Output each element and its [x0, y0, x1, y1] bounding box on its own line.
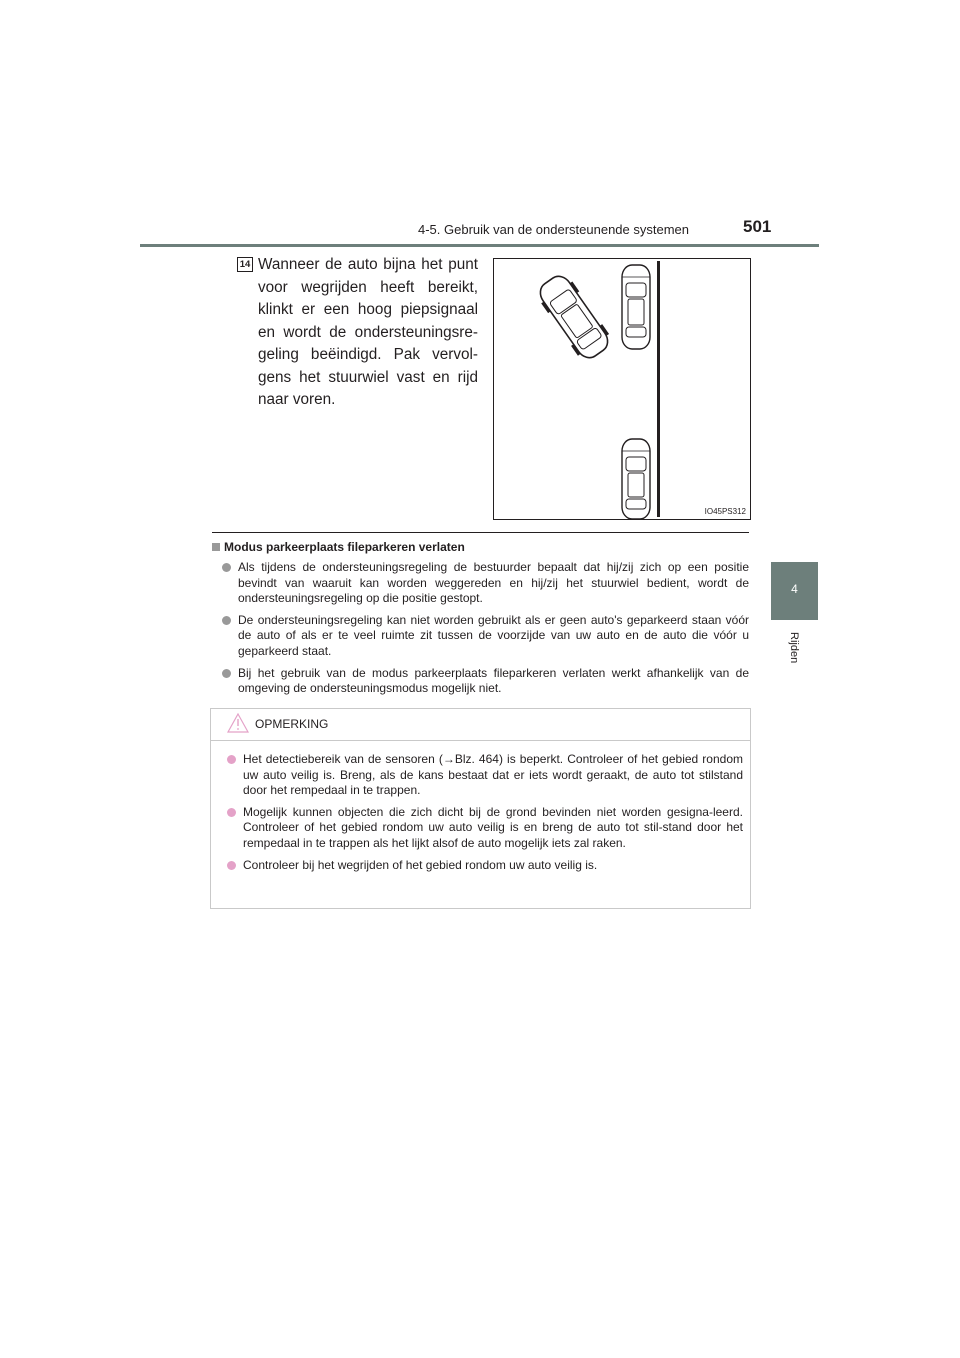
section-rule — [212, 532, 749, 533]
parking-illustration — [493, 258, 751, 520]
list-item-text: Bij het gebruik van de modus parkeerplaats fileparkeren verlaten werkt afhankelijk van de omgeving de ondersteuningsmodus mogelijk niet. — [238, 665, 749, 696]
chapter-tab — [771, 562, 818, 620]
warning-triangle-icon — [227, 713, 249, 733]
bullet-dot-icon — [222, 563, 231, 572]
step-number-box: 14 — [237, 257, 253, 272]
notice-title: OPMERKING — [255, 717, 329, 731]
list-item — [227, 752, 743, 799]
bullet-dot-icon — [222, 669, 231, 678]
list-item — [227, 805, 743, 852]
square-bullet-icon — [212, 543, 220, 551]
chapter-number: 4 — [791, 582, 798, 596]
list-item-text: Mogelijk kunnen objecten die zich dicht bij de grond bevinden niet worden gesigna-leerd. Controleer of het gebied rondom uw auto veilig is en breng de auto tot stil-stand door het rempedaal in te trappen als het lijkt alsof de auto mogelijk iets zal raken. — [243, 804, 743, 850]
figure-code: IO45PS312 — [704, 507, 746, 516]
parked-car-rear — [622, 439, 650, 519]
bullet-dot-icon — [227, 861, 236, 870]
list-item — [222, 613, 749, 660]
list-item — [222, 560, 749, 607]
list-item-text: Het detectiebereik van de sensoren (→Blz. 464) is beperkt. Controleer of het gebied rondom uw auto veilig is. Breng, als de kans bestaat dat er iets wordt geraakt, de auto tot stilstand door het rempedaal in te trappen. — [243, 752, 743, 798]
notice-bullets — [227, 752, 743, 879]
chapter-label: Rijden — [788, 632, 800, 664]
section-title-text: Modus parkeerplaats fileparkeren verlaten — [224, 540, 465, 554]
own-car — [533, 270, 615, 364]
bullet-dot-icon — [227, 808, 236, 817]
parking-diagram — [494, 259, 750, 519]
parked-car-front — [622, 265, 650, 349]
bullet-dot-icon — [222, 616, 231, 625]
page-number: 501 — [743, 217, 772, 236]
step-text: Wanneer de auto bijna het punt voor wegrijden heeft bereikt, klinkt er een hoog piepsignaal en wordt de ondersteuningsre-geling beëindigd. Pak vervol-gens het stuurwiel vast en rijd naar voren. — [258, 256, 478, 408]
header-section-title: 4-5. Gebruik van de ondersteunende systemen — [418, 222, 690, 237]
list-item-text: Controleer bij het wegrijden of het gebied rondom uw auto veilig is. — [243, 857, 598, 872]
list-item — [227, 858, 743, 874]
notice-rule — [211, 740, 750, 741]
section-bullets — [222, 560, 749, 703]
notice-box — [210, 708, 751, 909]
list-item-text: Als tijdens de ondersteuningsregeling de bestuurder bepaalt dat hij/zij zich op een positie bevindt van waaruit kan worden weggereden en hij/zij het stuurwiel bedient, wordt de ondersteuningsregeling op die positie gestopt. — [238, 560, 749, 606]
section-title — [212, 540, 465, 554]
list-item-text: De ondersteuningsregeling kan niet worden gebruikt als er geen auto's geparkeerd staan vóór de auto of als er te veel ruimte zit tussen de voorzijde van uw auto en de auto die vóór u geparkeerd staat. — [238, 612, 749, 658]
header-rule — [140, 244, 819, 247]
curb-line — [657, 261, 660, 517]
bullet-dot-icon — [227, 755, 236, 764]
list-item — [222, 666, 749, 697]
